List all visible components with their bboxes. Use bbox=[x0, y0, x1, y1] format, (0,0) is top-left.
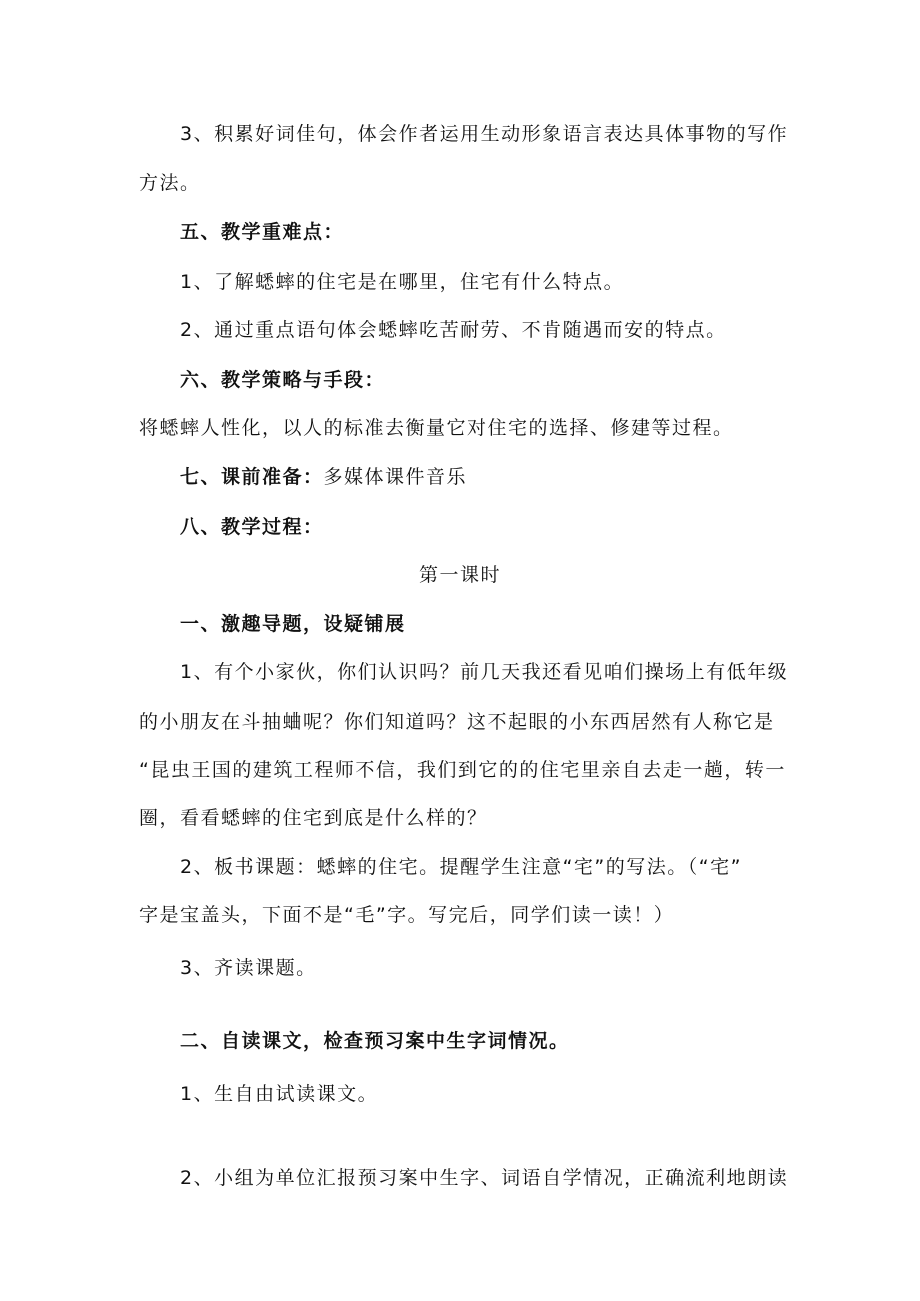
preparation-line bbox=[180, 465, 467, 489]
section-2-item-1: 1、生自由试读课文。 bbox=[180, 1083, 379, 1105]
preparation-heading: 七、课前准备： bbox=[180, 466, 324, 488]
section-2-heading: 二、自读课文，检查预习案中生字词情况。 bbox=[180, 1030, 570, 1052]
section-1-heading: 一、激趣导题，设疑铺展 bbox=[180, 613, 406, 635]
section-1-item-2-line-1: 2、板书课题：蟋蟀的住宅。提醒学生注意“宅”的写法。（“宅” bbox=[180, 856, 742, 878]
preparation-text: 多媒体课件音乐 bbox=[323, 466, 468, 488]
section-1-item-1-line-3: “昆虫王国的建筑工程师不信，我们到它的的住宅里亲自去走一趟，转一 bbox=[139, 759, 786, 781]
key-point-item-1: 1、了解蟋蟀的住宅是在哪里，住宅有什么特点。 bbox=[180, 271, 625, 293]
process-heading: 八、教学过程： bbox=[180, 516, 324, 538]
objective-item-3-line-2: 方法。 bbox=[139, 172, 201, 194]
section-1-item-1-line-1: 1、有个小家伙，你们认识吗？前几天我还看见咱们操场上有低年级 bbox=[180, 661, 789, 683]
key-point-item-2: 2、通过重点语句体会蟋蟀吃苦耐劳、不肯随遇而安的特点。 bbox=[180, 319, 727, 341]
lesson-title: 第一课时 bbox=[418, 564, 501, 586]
strategy-heading: 六、教学策略与手段： bbox=[180, 369, 386, 391]
section-1-item-1-line-4: 圈，看看蟋蟀的住宅到底是什么样的？ bbox=[139, 807, 488, 829]
section-1-item-3: 3、齐读课题。 bbox=[180, 957, 317, 979]
key-points-heading: 五、教学重难点： bbox=[180, 221, 345, 243]
section-1-item-1-line-2: 的小朋友在斗抽蛐呢？你们知道吗？这不起眼的小东西居然有人称它是 bbox=[139, 711, 775, 733]
section-1-item-2-line-2: 字是宝盖头，下面不是“毛”字。写完后，同学们读一读！） bbox=[139, 904, 675, 926]
strategy-text: 将蟋蟀人性化，以人的标准去衡量它对住宅的选择、修建等过程。 bbox=[139, 417, 734, 439]
objective-item-3-line-1: 3、积累好词佳句，体会作者运用生动形象语言表达具体事物的写作 bbox=[180, 123, 789, 145]
section-2-item-2-line-1: 2、小组为单位汇报预习案中生字、词语自学情况，正确流利地朗读 bbox=[180, 1167, 789, 1189]
